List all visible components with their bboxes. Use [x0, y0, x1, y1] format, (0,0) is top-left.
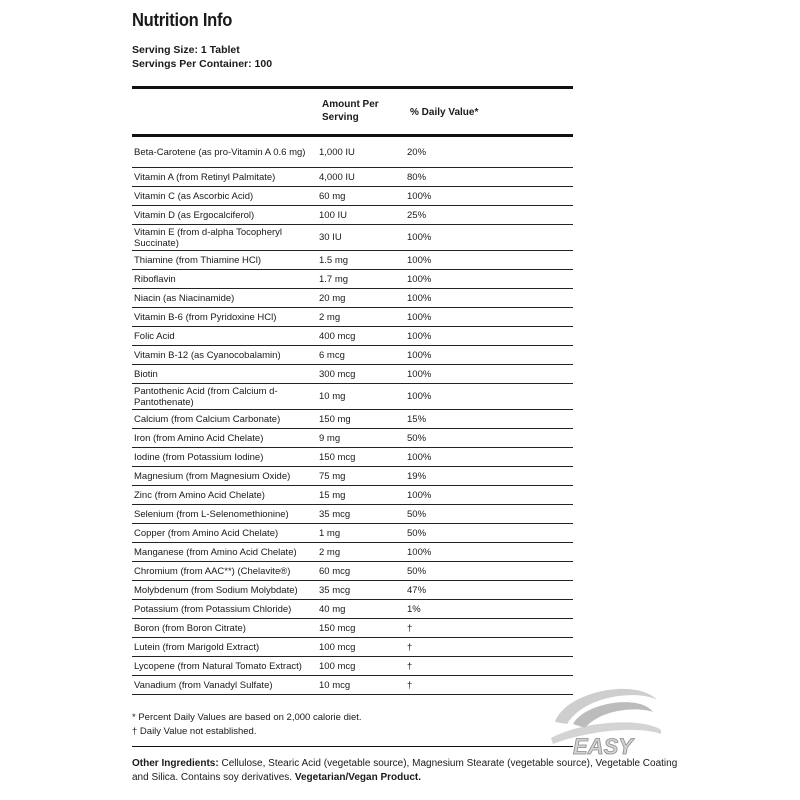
- table-row: [132, 676, 573, 695]
- table-row: [132, 600, 573, 619]
- nutrient-name: Vitamin C (as Ascorbic Acid): [132, 187, 317, 206]
- nutrient-name: Riboflavin: [132, 270, 317, 289]
- nutrient-name: Iron (from Amino Acid Chelate): [132, 429, 317, 448]
- table-row: [132, 486, 573, 505]
- amount-per-serving: 2 mg: [317, 308, 405, 327]
- nutrient-name: Chromium (from AAC**) (Chelavite®): [132, 562, 317, 581]
- nutrient-name: Molybdenum (from Sodium Molybdate): [132, 581, 317, 600]
- table-row: [132, 206, 573, 225]
- amount-per-serving: 15 mg: [317, 486, 405, 505]
- daily-value: 100%: [405, 346, 573, 365]
- table-row: [132, 657, 573, 676]
- daily-value: 50%: [405, 562, 573, 581]
- nutrient-name: Iodine (from Potassium Iodine): [132, 448, 317, 467]
- top-rule: [132, 86, 573, 89]
- daily-value: 80%: [405, 168, 573, 187]
- table-row: [132, 270, 573, 289]
- amount-per-serving: 60 mg: [317, 187, 405, 206]
- amount-per-serving: 1,000 IU: [317, 138, 405, 168]
- daily-value: 100%: [405, 384, 573, 410]
- table-row: [132, 505, 573, 524]
- daily-value: 100%: [405, 486, 573, 505]
- nutrient-name: Lycopene (from Natural Tomato Extract): [132, 657, 317, 676]
- nutrient-name: Vitamin B-12 (as Cyanocobalamin): [132, 346, 317, 365]
- amount-per-serving: 35 mcg: [317, 505, 405, 524]
- daily-value: 47%: [405, 581, 573, 600]
- nutrient-name: Selenium (from L-Selenomethionine): [132, 505, 317, 524]
- amount-per-serving: 20 mg: [317, 289, 405, 308]
- daily-value: 15%: [405, 410, 573, 429]
- amount-per-serving: 2 mg: [317, 543, 405, 562]
- daily-value: 100%: [405, 448, 573, 467]
- table-row: [132, 638, 573, 657]
- footnote-daily-value: * Percent Daily Values are based on 2,000 calorie diet.: [132, 712, 362, 723]
- daily-value: 50%: [405, 429, 573, 448]
- amount-per-serving: 4,000 IU: [317, 168, 405, 187]
- amount-per-serving: 150 mcg: [317, 448, 405, 467]
- other-ingredients-text: Cellulose, Stearic Acid (vegetable source), Magnesium Stearate (vegetable source), Vegetable Coating and Silica. Contains soy derivatives.: [132, 758, 678, 783]
- nutrient-name: Zinc (from Amino Acid Chelate): [132, 486, 317, 505]
- daily-value: 100%: [405, 289, 573, 308]
- nutrient-name: Folic Acid: [132, 327, 317, 346]
- table-row: [132, 308, 573, 327]
- nutrient-name: Niacin (as Niacinamide): [132, 289, 317, 308]
- nutrient-name: Manganese (from Amino Acid Chelate): [132, 543, 317, 562]
- amount-per-serving: 60 mcg: [317, 562, 405, 581]
- table-row: [132, 562, 573, 581]
- table-row: [132, 187, 573, 206]
- serving-size: Serving Size: 1 Tablet: [132, 44, 240, 56]
- daily-value: 100%: [405, 187, 573, 206]
- nutrient-name: Vitamin D (as Ergocalciferol): [132, 206, 317, 225]
- daily-value: 25%: [405, 206, 573, 225]
- daily-value: †: [405, 657, 573, 676]
- nutrient-name: Calcium (from Calcium Carbonate): [132, 410, 317, 429]
- daily-value: 1%: [405, 600, 573, 619]
- nutrient-name: Pantothenic Acid (from Calcium d-Pantothenate): [132, 384, 317, 410]
- other-ingredients-label: Other Ingredients:: [132, 758, 219, 769]
- amount-per-serving: 40 mg: [317, 600, 405, 619]
- amount-per-serving: 10 mg: [317, 384, 405, 410]
- nutrient-name: Vitamin E (from d-alpha Tocopheryl Succinate): [132, 225, 317, 251]
- daily-value: 100%: [405, 225, 573, 251]
- table-row: [132, 524, 573, 543]
- table-row: [132, 168, 573, 187]
- daily-value: 100%: [405, 365, 573, 384]
- table-row: [132, 251, 573, 270]
- daily-value: 19%: [405, 467, 573, 486]
- table-row: [132, 384, 573, 410]
- footnote-not-established: † Daily Value not established.: [132, 726, 257, 737]
- amount-per-serving: 1.7 mg: [317, 270, 405, 289]
- daily-value: †: [405, 676, 573, 695]
- nutrient-name: Magnesium (from Magnesium Oxide): [132, 467, 317, 486]
- daily-value: †: [405, 619, 573, 638]
- table-row: [132, 543, 573, 562]
- table-row: [132, 410, 573, 429]
- nutrient-name: Vanadium (from Vanadyl Sulfate): [132, 676, 317, 695]
- nutrient-name: Vitamin B-6 (from Pyridoxine HCl): [132, 308, 317, 327]
- amount-per-serving: 1 mg: [317, 524, 405, 543]
- table-row: [132, 429, 573, 448]
- footnotes: [132, 711, 362, 739]
- nutrient-name: Lutein (from Marigold Extract): [132, 638, 317, 657]
- amount-per-serving-header: Amount Per Serving: [322, 99, 379, 123]
- daily-value: 100%: [405, 308, 573, 327]
- daily-value-header: % Daily Value*: [410, 107, 479, 118]
- amount-per-serving: 6 mcg: [317, 346, 405, 365]
- vegan-label: Vegetarian/Vegan Product.: [294, 772, 422, 783]
- nutrient-name: Copper (from Amino Acid Chelate): [132, 524, 317, 543]
- amount-per-serving: 150 mcg: [317, 619, 405, 638]
- table-row: [132, 138, 573, 168]
- nutrient-name: Biotin: [132, 365, 317, 384]
- table-row: [132, 581, 573, 600]
- amount-per-serving: 150 mg: [317, 410, 405, 429]
- amount-per-serving: 100 IU: [317, 206, 405, 225]
- amount-per-serving: 400 mcg: [317, 327, 405, 346]
- daily-value: 50%: [405, 524, 573, 543]
- footer-rule: [132, 746, 573, 747]
- nutrient-name: Beta-Carotene (as pro-Vitamin A 0.6 mg): [132, 138, 317, 168]
- amount-per-serving: 10 mcg: [317, 676, 405, 695]
- daily-value: 50%: [405, 505, 573, 524]
- amount-per-serving: 300 mcg: [317, 365, 405, 384]
- daily-value: 100%: [405, 327, 573, 346]
- table-row: [132, 225, 573, 251]
- nutrition-table: [132, 138, 573, 695]
- table-row: [132, 346, 573, 365]
- table-row: [132, 448, 573, 467]
- easy-logo-watermark: [545, 672, 665, 767]
- nutrient-name: Potassium (from Potassium Chloride): [132, 600, 317, 619]
- daily-value: †: [405, 638, 573, 657]
- nutrient-name: Thiamine (from Thiamine HCl): [132, 251, 317, 270]
- table-row: [132, 365, 573, 384]
- logo-text: EASY: [573, 734, 633, 759]
- amount-per-serving: 100 mcg: [317, 657, 405, 676]
- amount-per-serving: 1.5 mg: [317, 251, 405, 270]
- amount-per-serving: 75 mg: [317, 467, 405, 486]
- amount-per-serving: 9 mg: [317, 429, 405, 448]
- table-row: [132, 467, 573, 486]
- amount-per-serving: 35 mcg: [317, 581, 405, 600]
- serving-info: [132, 43, 272, 71]
- daily-value: 100%: [405, 251, 573, 270]
- daily-value: 20%: [405, 138, 573, 168]
- table-row: [132, 619, 573, 638]
- page-title: Nutrition Info: [132, 10, 233, 30]
- amount-per-serving: 100 mcg: [317, 638, 405, 657]
- servings-per-container: Servings Per Container: 100: [132, 58, 273, 70]
- nutrient-name: Boron (from Boron Citrate): [132, 619, 317, 638]
- daily-value: 100%: [405, 543, 573, 562]
- table-row: [132, 289, 573, 308]
- amount-per-serving: 30 IU: [317, 225, 405, 251]
- table-row: [132, 327, 573, 346]
- daily-value: 100%: [405, 270, 573, 289]
- nutrient-name: Vitamin A (from Retinyl Palmitate): [132, 168, 317, 187]
- header-rule: [132, 134, 573, 137]
